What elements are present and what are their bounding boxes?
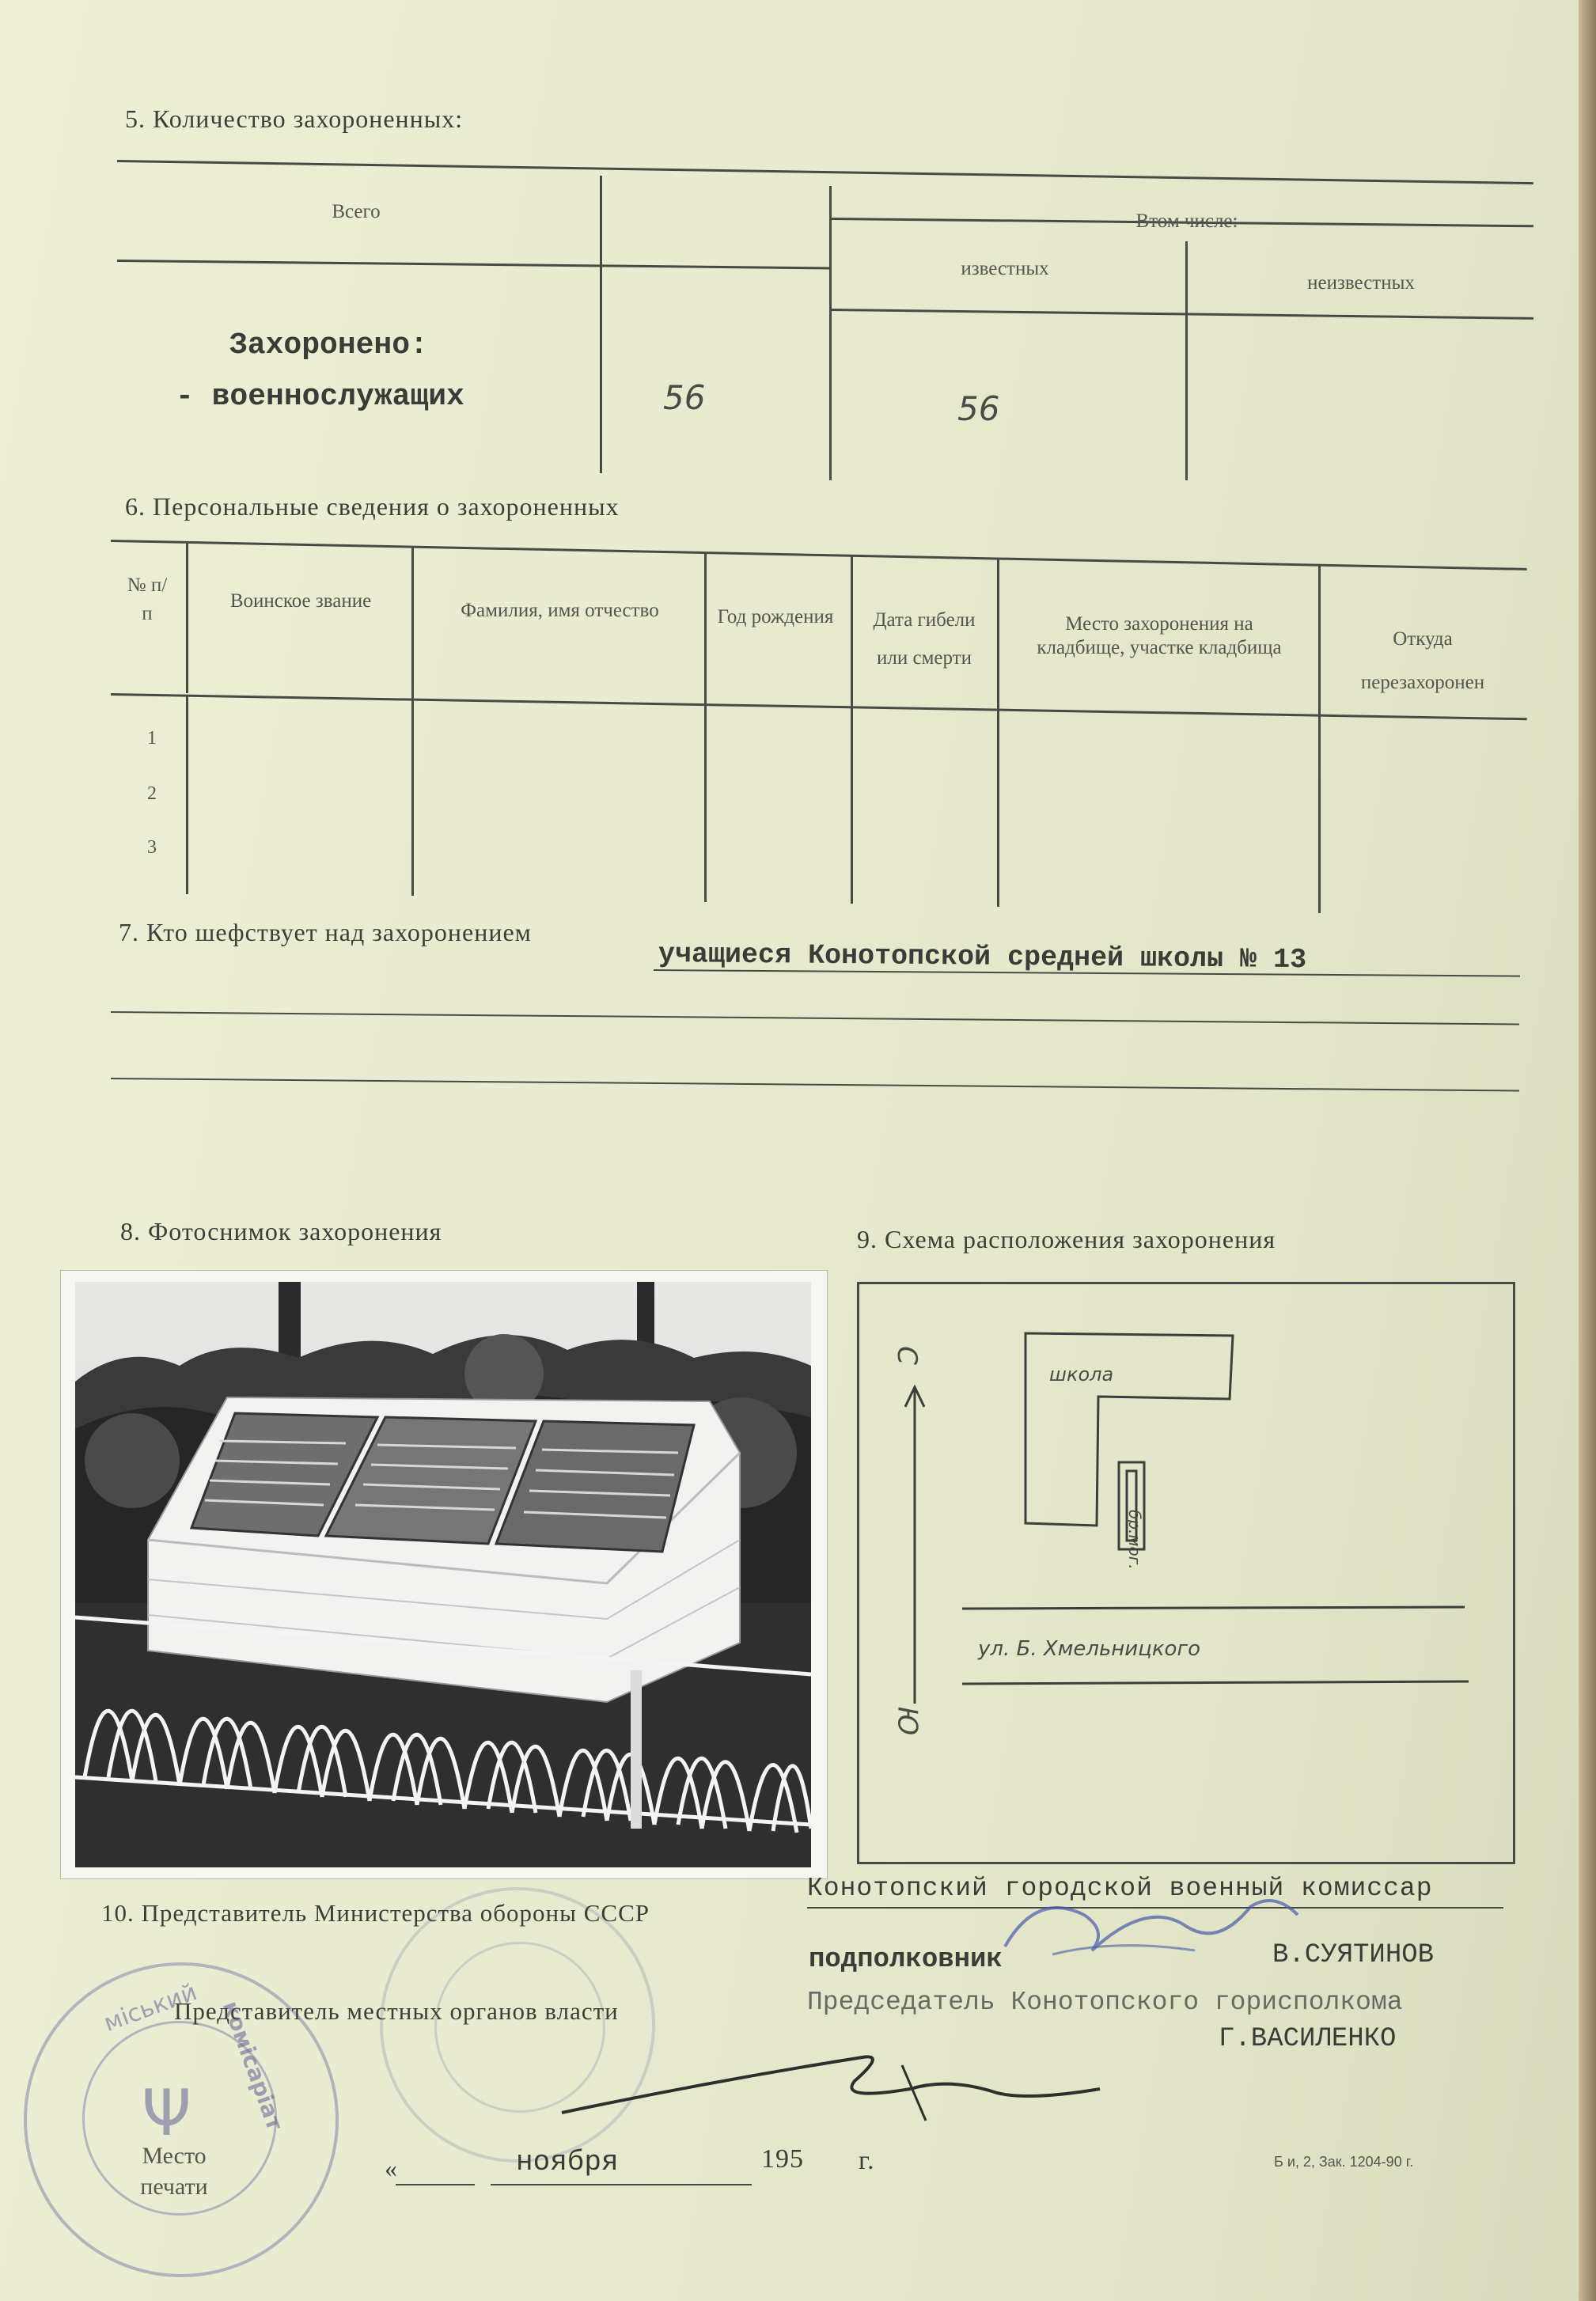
mo-signature — [989, 1883, 1306, 1978]
table5-top-line — [117, 160, 1533, 184]
location-scheme — [857, 1282, 1515, 1864]
school-label: школа — [1049, 1363, 1114, 1386]
date-day-line — [396, 2184, 475, 2185]
seal-place-line-1: Место — [142, 2143, 207, 2169]
known-value: 56 — [957, 389, 1000, 428]
col-unknown-header: неизвестных — [1307, 272, 1415, 294]
row-number-2: 2 — [147, 783, 157, 804]
table6-vline-4 — [851, 555, 853, 904]
local-organization: Председатель Конотопского горисполкома — [807, 1988, 1403, 2017]
stamp-text-top: міський — [100, 1978, 201, 2038]
table5-header-line-left — [117, 260, 831, 269]
section6-title: 6. Персональные сведения о захороненных — [125, 492, 620, 521]
paper-edge — [1579, 0, 1596, 2301]
hdr-burial-place: Место захоронения на кладбище, участке кладбища — [1037, 613, 1282, 658]
seal-place-label — [127, 2140, 222, 2202]
burial-photo-image — [61, 1271, 827, 1878]
table6-vline-3 — [704, 554, 707, 902]
trident-icon: Ψ — [142, 2076, 191, 2150]
burial-photo — [60, 1270, 828, 1879]
hdr-number: № п/п — [127, 574, 168, 625]
row-number-3: 3 — [147, 837, 157, 858]
servicemen-label: - военнослужащих — [176, 380, 464, 414]
table5-vline-3 — [1185, 241, 1188, 480]
mo-rank: подполковник — [809, 1945, 1003, 1975]
hdr-death-date: Дата гибели или смерти — [873, 609, 976, 669]
mo-organization: Конотопский городской военный комиссар — [807, 1874, 1433, 1903]
table6-header-line — [111, 693, 1527, 720]
col-known-header: известных — [961, 258, 1049, 279]
seal-place-line-2: печати — [140, 2174, 208, 2200]
table6-vline-6 — [1318, 565, 1321, 913]
south-label: Ю — [891, 1706, 923, 1736]
blank-line-1 — [111, 1011, 1519, 1025]
table6-vline-1b — [186, 696, 188, 894]
patron-value: учащиеся Конотопской средней школы № 13 — [658, 938, 1307, 976]
table5-subheader-line — [831, 309, 1533, 320]
street-label: ул. Б. Хмельницкого — [978, 1637, 1201, 1661]
monument-label: бр.мог. — [1125, 1510, 1144, 1570]
local-signature — [554, 2034, 1108, 2129]
table6-vline-2 — [411, 548, 414, 896]
hdr-name: Фамилия, имя отчество — [461, 600, 659, 621]
local-representative-label: Представитель местных органов власти — [174, 1997, 619, 2025]
mo-name: В.СУЯТИНОВ — [1272, 1940, 1435, 1970]
date-month: ноября — [516, 2146, 619, 2178]
row-number-1: 1 — [147, 728, 157, 749]
section9-title: 9. Схема расположения захоронения — [857, 1225, 1276, 1253]
table5-vline-1 — [600, 176, 602, 473]
total-value: 56 — [663, 378, 706, 417]
mo-representative-label: 10. Представитель Министерства обороны СССР — [101, 1899, 650, 1927]
blank-line-2 — [111, 1078, 1519, 1092]
stamp-text-side: комісаріат — [217, 1997, 289, 2134]
local-name: Г.ВАСИЛЕНКО — [1219, 2024, 1397, 2054]
table6-top-line — [111, 540, 1527, 571]
date-year: 195 — [761, 2144, 804, 2174]
table5-vline-2 — [829, 186, 832, 480]
buried-label: Захоронено: — [229, 328, 428, 362]
north-label: С — [890, 1346, 923, 1365]
hdr-rank: Воинское звание — [229, 590, 372, 612]
hdr-birth-year: Год рождения — [717, 606, 834, 627]
table6-vline-1 — [186, 543, 188, 693]
hdr-reburied-from: Откуда перезахоронен — [1360, 628, 1485, 693]
section5-title: 5. Количество захороненных: — [125, 104, 464, 133]
date-month-line — [491, 2184, 752, 2185]
location-scheme-drawing — [859, 1284, 1513, 1862]
table6-vline-5 — [997, 559, 999, 907]
col-including-header: Втом числе: — [1135, 210, 1238, 232]
col-total-header: Всего — [332, 201, 381, 222]
print-footer: Б и, 2, Зак. 1204-90 г. — [1274, 2154, 1414, 2170]
date-suffix: г. — [859, 2146, 875, 2175]
section7-title: 7. Кто шефствует над захоронением — [119, 918, 532, 946]
date-quote-mark: « — [385, 2154, 398, 2182]
section8-title: 8. Фотоснимок захоронения — [120, 1217, 442, 1245]
